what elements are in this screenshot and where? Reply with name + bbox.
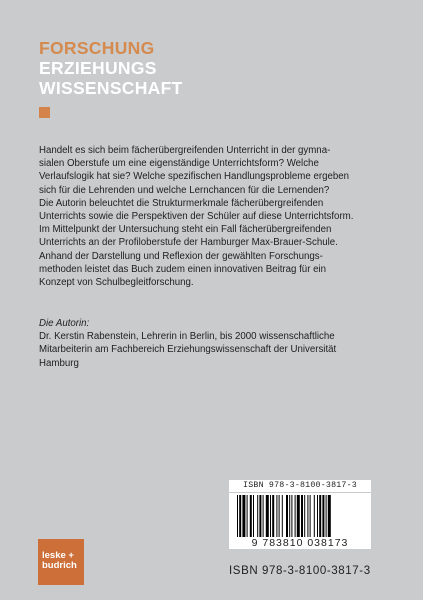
blurb-line: sialen Oberstufe um eine eigenständige Unterrichtsform? Welche [39, 158, 319, 170]
series-line-erziehungs: ERZIEHUNGS [39, 58, 157, 78]
isbn-small-label: ISBN 978-3-8100-3817-3 [229, 480, 371, 492]
blurb-line: Konzept von Schulbegleitforschung. [39, 277, 194, 289]
isbn-large-label: ISBN 978-3-8100-3817-3 [229, 565, 371, 577]
author-heading: Die Autorin: [39, 318, 90, 329]
barcode-bars [229, 493, 371, 538]
series-line-wissenschaft: WISSENSCHAFT [39, 78, 183, 98]
blurb-line: methoden leistet das Buch zudem einen innovativen Beitrag für ein [39, 263, 327, 275]
orange-square-ornament [39, 107, 50, 118]
blurb-line: Im Mittelpunkt der Untersuchung steht ein Fall fächerübergreifenden [39, 224, 332, 236]
blurb-line: sich für die Lehrenden und welche Lernchancen für die Lernenden? [39, 184, 330, 196]
author-section [39, 317, 384, 370]
blurb-line: Handelt es sich beim fächerübergreifenden Unterricht in der gymna- [39, 145, 331, 156]
blurb-line: Unterrichts sowie die Perspektiven der Schüler auf diese Unterrichtsform. [39, 211, 354, 223]
series-line-forschung: FORSCHUNG [39, 38, 155, 58]
blurb-line: Anhand der Darstellung und Reflexion der gewählten Forschungs- [39, 250, 323, 262]
publisher-line-2: budrich [42, 560, 77, 571]
blurb-text [39, 144, 384, 289]
blurb-line: Unterrichts an der Profiloberstufe der Hamburger Max-Brauer-Schule. [39, 237, 338, 249]
series-title [39, 38, 183, 98]
author-line: Mitarbeiterin am Fachbereich Erziehungswissenschaft der Universität [39, 344, 337, 356]
blurb-line: Die Autorin beleuchtet die Strukturmerkmale fächerübergreifenden [39, 197, 324, 209]
barcode-digits: 9 783810 038173 [229, 537, 371, 549]
author-line: Dr. Kerstin Rabenstein, Lehrerin in Berlin, bis 2000 wissenschaftliche [39, 331, 335, 343]
publisher-line-1: leske + [42, 550, 74, 561]
author-line: Hamburg [39, 357, 79, 369]
blurb-line: Verlaufslogik hat sie? Welche spezifischen Handlungsprobleme ergeben [39, 171, 350, 183]
publisher-logo [38, 539, 84, 585]
